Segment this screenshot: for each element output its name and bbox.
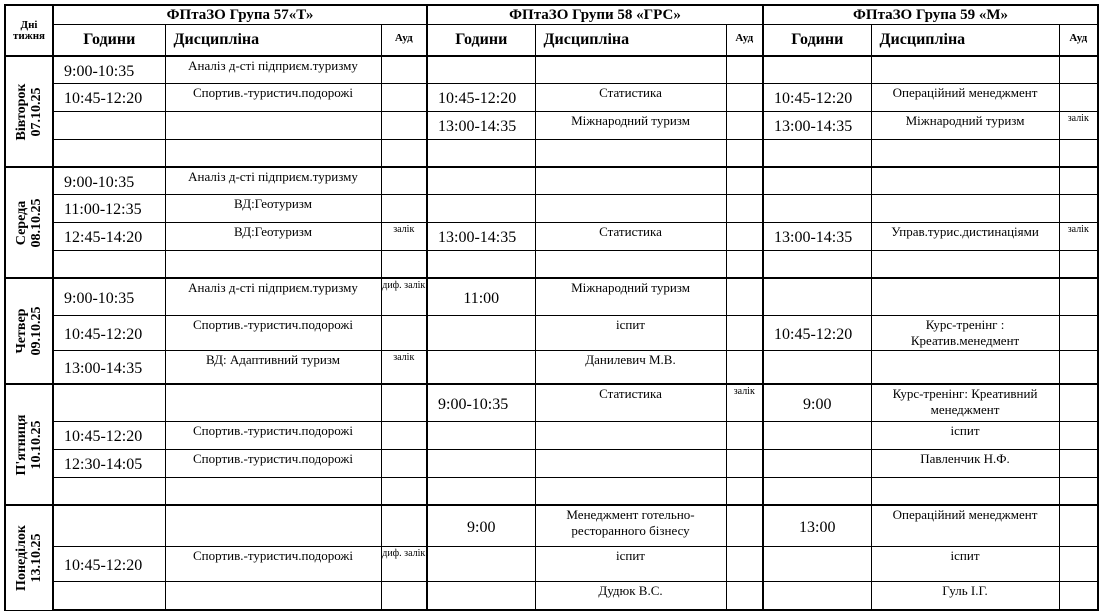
day-cell xyxy=(5,278,53,384)
room-cell xyxy=(726,222,763,250)
discipline-cell: Дудюк В.С. xyxy=(535,581,726,610)
schedule-body xyxy=(5,56,1098,610)
room-cell xyxy=(726,421,763,449)
room-cell: залік xyxy=(1059,222,1098,250)
room-cell xyxy=(1059,384,1098,421)
discipline-cell xyxy=(871,477,1059,505)
discipline-cell: Статистика xyxy=(535,222,726,250)
days-column-header: Дні тижня xyxy=(5,5,53,56)
discipline-cell: Спортив.-туристич.подорожі xyxy=(165,83,381,111)
room-cell xyxy=(726,278,763,315)
discipline-cell: іспит xyxy=(535,315,726,350)
discipline-cell xyxy=(871,56,1059,83)
room-cell xyxy=(381,505,427,546)
day-label xyxy=(14,198,44,247)
discipline-header: Дисципліна xyxy=(535,25,726,57)
room-cell xyxy=(381,83,427,111)
time-cell xyxy=(427,315,535,350)
discipline-cell xyxy=(871,194,1059,222)
time-cell xyxy=(427,194,535,222)
time-cell: 10:45-12:20 xyxy=(53,83,165,111)
discipline-cell: іспит xyxy=(871,546,1059,581)
group-58-header: ФПтаЗО Групи 58 «ГРС» xyxy=(427,5,763,25)
time-cell: 9:00-10:35 xyxy=(53,278,165,315)
discipline-cell xyxy=(535,194,726,222)
discipline-cell xyxy=(165,384,381,421)
table-row xyxy=(5,421,1098,449)
room-cell xyxy=(1059,167,1098,194)
discipline-cell xyxy=(535,139,726,167)
table-row xyxy=(5,546,1098,581)
day-name: П'ятниця xyxy=(14,413,29,476)
room-cell xyxy=(381,194,427,222)
group-57-header: ФПтаЗО Група 57«Т» xyxy=(53,5,427,25)
group-59-header: ФПтаЗО Група 59 «М» xyxy=(763,5,1098,25)
day-name: Понеділок xyxy=(14,524,29,591)
table-row xyxy=(5,194,1098,222)
discipline-cell xyxy=(535,477,726,505)
room-cell: залік xyxy=(381,222,427,250)
time-cell xyxy=(53,384,165,421)
room-cell xyxy=(726,350,763,384)
discipline-cell xyxy=(535,167,726,194)
day-cell xyxy=(5,505,53,610)
table-row xyxy=(5,384,1098,421)
hours-header: Години xyxy=(763,25,871,57)
discipline-cell: Операційний менеджмент xyxy=(871,505,1059,546)
time-cell: 10:45-12:20 xyxy=(763,83,871,111)
hours-header: Години xyxy=(53,25,165,57)
discipline-cell: Міжнародний туризм xyxy=(871,111,1059,139)
table-row xyxy=(5,222,1098,250)
time-cell: 10:45-12:20 xyxy=(53,421,165,449)
table-row xyxy=(5,167,1098,194)
discipline-cell: іспит xyxy=(535,546,726,581)
room-cell xyxy=(1059,421,1098,449)
time-cell xyxy=(53,250,165,278)
day-name: Середа xyxy=(14,200,29,245)
table-row xyxy=(5,139,1098,167)
time-cell: 13:00-14:35 xyxy=(427,222,535,250)
discipline-cell: Менеджмент готельно-ресторанного бізнесу xyxy=(535,505,726,546)
table-row xyxy=(5,581,1098,610)
room-cell: залік xyxy=(381,350,427,384)
day-date: 07.10.25 xyxy=(29,87,44,137)
room-cell xyxy=(1059,315,1098,350)
room-cell xyxy=(726,250,763,278)
discipline-cell: ВД: Адаптивний туризм xyxy=(165,350,381,384)
room-cell xyxy=(1059,139,1098,167)
day-name: Вівторок xyxy=(14,83,29,140)
time-cell xyxy=(763,278,871,315)
time-cell xyxy=(427,250,535,278)
room-cell xyxy=(1059,350,1098,384)
room-cell xyxy=(1059,505,1098,546)
time-cell xyxy=(427,421,535,449)
discipline-cell xyxy=(165,477,381,505)
time-cell: 9:00-10:35 xyxy=(427,384,535,421)
time-cell xyxy=(763,250,871,278)
time-cell xyxy=(763,350,871,384)
room-cell xyxy=(726,167,763,194)
time-cell: 13:00-14:35 xyxy=(427,111,535,139)
time-cell: 10:45-12:20 xyxy=(53,315,165,350)
room-cell xyxy=(726,56,763,83)
discipline-cell: Павленчик Н.Ф. xyxy=(871,449,1059,477)
discipline-cell: Курс-тренінг: Креативний менеджмент xyxy=(871,384,1059,421)
discipline-cell xyxy=(871,350,1059,384)
time-cell: 13:00-14:35 xyxy=(53,350,165,384)
table-row xyxy=(5,449,1098,477)
table-row xyxy=(5,350,1098,384)
room-cell xyxy=(381,167,427,194)
room-cell xyxy=(381,421,427,449)
time-cell: 13:00-14:35 xyxy=(763,222,871,250)
discipline-cell xyxy=(535,250,726,278)
room-cell xyxy=(726,111,763,139)
discipline-cell xyxy=(535,421,726,449)
time-cell xyxy=(427,167,535,194)
time-cell xyxy=(763,167,871,194)
time-cell xyxy=(763,139,871,167)
room-cell xyxy=(1059,83,1098,111)
day-label xyxy=(14,307,44,356)
time-cell: 10:45-12:20 xyxy=(763,315,871,350)
time-cell: 12:45-14:20 xyxy=(53,222,165,250)
discipline-cell: Гуль І.Г. xyxy=(871,581,1059,610)
time-cell: 12:30-14:05 xyxy=(53,449,165,477)
discipline-cell xyxy=(871,250,1059,278)
time-cell xyxy=(427,477,535,505)
room-cell xyxy=(726,581,763,610)
table-row xyxy=(5,56,1098,83)
discipline-cell xyxy=(165,139,381,167)
time-cell: 9:00-10:35 xyxy=(53,56,165,83)
discipline-cell: Статистика xyxy=(535,384,726,421)
room-cell xyxy=(1059,581,1098,610)
room-header: Ауд xyxy=(1059,25,1098,57)
time-cell xyxy=(53,111,165,139)
time-cell xyxy=(763,56,871,83)
time-cell xyxy=(763,421,871,449)
discipline-cell: Данилевич М.В. xyxy=(535,350,726,384)
table-row xyxy=(5,315,1098,350)
time-cell xyxy=(53,505,165,546)
time-cell: 11:00 xyxy=(427,278,535,315)
discipline-cell xyxy=(165,505,381,546)
discipline-cell: Міжнародний туризм xyxy=(535,278,726,315)
day-label xyxy=(14,83,44,140)
room-cell xyxy=(381,581,427,610)
room-cell xyxy=(726,194,763,222)
room-cell: диф. залік xyxy=(381,546,427,581)
room-cell xyxy=(726,315,763,350)
time-cell xyxy=(53,477,165,505)
table-row xyxy=(5,477,1098,505)
discipline-cell: іспит xyxy=(871,421,1059,449)
discipline-cell: Спортив.-туристич.подорожі xyxy=(165,315,381,350)
day-cell xyxy=(5,56,53,167)
room-cell xyxy=(381,477,427,505)
table-row xyxy=(5,111,1098,139)
room-cell xyxy=(381,111,427,139)
table-row xyxy=(5,505,1098,546)
room-cell xyxy=(1059,477,1098,505)
discipline-cell: Аналіз д-сті підприєм.туризму xyxy=(165,56,381,83)
day-date: 09.10.25 xyxy=(29,306,44,356)
room-cell xyxy=(1059,449,1098,477)
discipline-cell xyxy=(871,278,1059,315)
discipline-cell: Аналіз д-сті підприєм.туризму xyxy=(165,167,381,194)
day-cell xyxy=(5,384,53,505)
time-cell: 9:00-10:35 xyxy=(53,167,165,194)
room-cell xyxy=(726,449,763,477)
discipline-cell xyxy=(871,139,1059,167)
room-cell: залік xyxy=(1059,111,1098,139)
discipline-cell: Міжнародний туризм xyxy=(535,111,726,139)
discipline-header: Дисципліна xyxy=(871,25,1059,57)
room-cell xyxy=(381,56,427,83)
room-cell xyxy=(726,477,763,505)
time-cell xyxy=(763,581,871,610)
schedule-table xyxy=(4,4,1099,611)
room-cell xyxy=(381,315,427,350)
room-cell xyxy=(381,250,427,278)
table-row xyxy=(5,83,1098,111)
discipline-cell: Статистика xyxy=(535,83,726,111)
table-row xyxy=(5,278,1098,315)
room-cell xyxy=(381,449,427,477)
room-cell xyxy=(726,139,763,167)
discipline-cell xyxy=(535,56,726,83)
room-cell xyxy=(381,139,427,167)
discipline-cell: Спортив.-туристич.подорожі xyxy=(165,546,381,581)
time-cell xyxy=(427,449,535,477)
room-cell xyxy=(1059,250,1098,278)
time-cell xyxy=(427,546,535,581)
time-cell xyxy=(763,194,871,222)
discipline-cell: Аналіз д-сті підприєм.туризму xyxy=(165,278,381,315)
room-cell xyxy=(1059,194,1098,222)
time-cell: 13:00 xyxy=(763,505,871,546)
day-date: 13.10.25 xyxy=(29,533,44,583)
discipline-cell: Управ.турис.дистинаціями xyxy=(871,222,1059,250)
time-cell xyxy=(53,139,165,167)
time-cell xyxy=(427,350,535,384)
time-cell xyxy=(763,546,871,581)
discipline-cell: Курс-тренінг : Креатив.менедмент xyxy=(871,315,1059,350)
time-cell: 10:45-12:20 xyxy=(53,546,165,581)
discipline-cell xyxy=(165,111,381,139)
discipline-cell: Спортив.-туристич.подорожі xyxy=(165,421,381,449)
room-cell xyxy=(381,384,427,421)
time-cell: 11:00-12:35 xyxy=(53,194,165,222)
room-cell xyxy=(726,505,763,546)
time-cell: 9:00 xyxy=(763,384,871,421)
discipline-cell: Операційний менеджмент xyxy=(871,83,1059,111)
day-cell xyxy=(5,167,53,278)
room-cell: залік xyxy=(726,384,763,421)
discipline-cell xyxy=(165,250,381,278)
time-cell xyxy=(53,581,165,610)
discipline-cell xyxy=(165,581,381,610)
day-date: 08.10.25 xyxy=(29,198,44,247)
room-cell: диф. залік xyxy=(381,278,427,315)
time-cell xyxy=(427,139,535,167)
room-cell xyxy=(1059,56,1098,83)
time-cell xyxy=(763,477,871,505)
day-name: Четвер xyxy=(14,308,29,354)
discipline-cell: ВД:Геотуризм xyxy=(165,194,381,222)
day-label xyxy=(14,414,44,475)
hours-header: Години xyxy=(427,25,535,57)
time-cell: 9:00 xyxy=(427,505,535,546)
room-header: Ауд xyxy=(726,25,763,57)
time-cell xyxy=(763,449,871,477)
time-cell xyxy=(427,581,535,610)
discipline-cell xyxy=(535,449,726,477)
discipline-cell: Спортив.-туристич.подорожі xyxy=(165,449,381,477)
day-label xyxy=(14,525,44,591)
room-cell xyxy=(1059,546,1098,581)
discipline-cell xyxy=(871,167,1059,194)
discipline-header: Дисципліна xyxy=(165,25,381,57)
room-cell xyxy=(1059,278,1098,315)
room-header: Ауд xyxy=(381,25,427,57)
time-cell: 13:00-14:35 xyxy=(763,111,871,139)
table-row xyxy=(5,250,1098,278)
room-cell xyxy=(726,83,763,111)
discipline-cell: ВД:Геотуризм xyxy=(165,222,381,250)
time-cell: 10:45-12:20 xyxy=(427,83,535,111)
room-cell xyxy=(726,546,763,581)
time-cell xyxy=(427,56,535,83)
day-date: 10.10.25 xyxy=(29,420,44,470)
